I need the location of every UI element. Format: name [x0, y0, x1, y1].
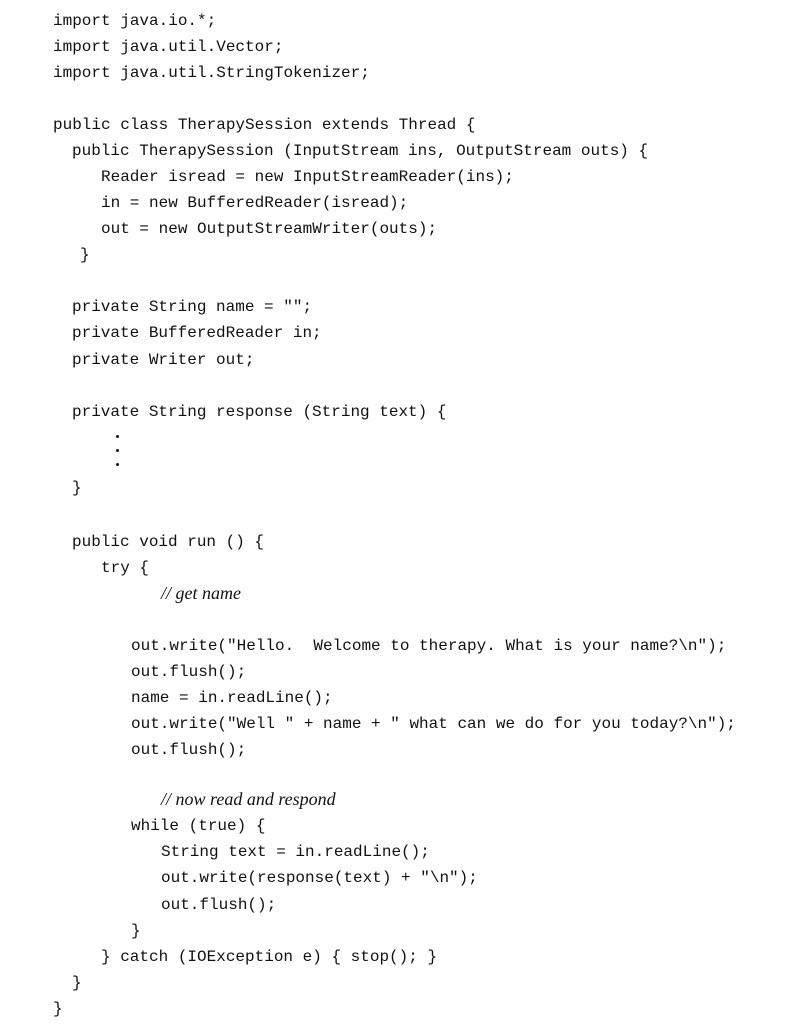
code-line: String text = in.readLine(); — [161, 843, 430, 861]
code-line: private Writer out; — [72, 351, 255, 369]
code-line: out.flush(); — [131, 741, 247, 759]
code-line: private BufferedReader in; — [72, 324, 322, 342]
code-line: } — [131, 922, 141, 940]
code-line: while (true) { — [131, 817, 266, 835]
vertical-ellipsis — [115, 431, 121, 471]
code-line: } — [80, 246, 90, 264]
code-line: out = new OutputStreamWriter(outs); — [101, 220, 438, 238]
code-line: import java.util.Vector; — [53, 38, 284, 56]
code-line: Reader isread = new InputStreamReader(ins); — [101, 168, 514, 186]
code-line: import java.io.*; — [53, 12, 217, 30]
code-line: } — [72, 479, 82, 497]
code-line: import java.util.StringTokenizer; — [53, 64, 370, 82]
code-line: out.write("Hello. Welcome to therapy. What is your name?\n"); — [131, 637, 727, 655]
code-line: private String name = ""; — [72, 298, 313, 316]
code-line: private String response (String text) { — [72, 403, 447, 421]
code-line: out.write(response(text) + "\n"); — [161, 869, 478, 887]
code-line: try { — [101, 559, 150, 577]
code-line: } catch (IOException e) { stop(); } — [101, 948, 438, 966]
code-line: out.flush(); — [131, 663, 247, 681]
code-line: public TherapySession (InputStream ins, OutputStream outs) { — [72, 142, 649, 160]
code-comment: // get name — [161, 583, 241, 603]
code-line: } — [72, 974, 82, 992]
code-line: public class TherapySession extends Thread { — [53, 116, 476, 134]
code-line: name = in.readLine(); — [131, 689, 333, 707]
code-comment: // now read and respond — [161, 789, 336, 809]
code-line: public void run () { — [72, 533, 265, 551]
code-line: out.write("Well " + name + " what can we do for you today?\n"); — [131, 715, 736, 733]
code-line: out.flush(); — [161, 896, 277, 914]
code-line: } — [53, 1000, 63, 1018]
code-line: in = new BufferedReader(isread); — [101, 194, 409, 212]
